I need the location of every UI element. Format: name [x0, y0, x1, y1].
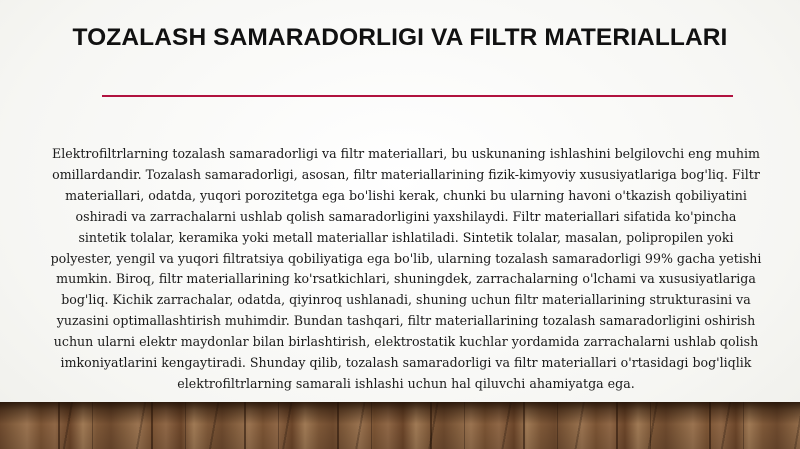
slide-body-text: Elektrofiltrlarning tozalash samaradorligi va filtr materiallari, bu uskunaning ishlashini belgilovchi eng muhim omillardandir. Tozalash samaradorligi, asosan, filtr materiallarining fizik-kimyoviy xususiyatlariga bog'liq. Filtr materiallari, odatda, yuqori porozitetga ega bo'lishi kerak, chunki bu ularning havoni o'tkazish qobiliyatini oshiradi va zarrachalarni ushlab qolish samaradorligini yaxshilaydi. Filtr materiallari sifatida ko'pincha sintetik tolalar, keramika yoki metall materiallar ishlatiladi. Sintetik tolalar, masalan, polipropilen yoki polyester, yengil va yuqori filtratsiya qobiliyatiga ega bo'lib, ularning tozalash samaradorligi 99% gacha yetishi mumkin. Biroq, filtr materiallarining ko'rsatkichlari, shuningdek, zarrachalarning o'lchami va xususiyatlariga bog'liq. Kichik zarrachalar, odatda, qiyinroq ushlanadi, shuning uchun filtr materiallarining strukturasini va yuzasini optimallashtirish muhimdir. Bundan tashqari, filtr materiallarining tozalash samaradorligini oshirish uchun ularni elektr maydonlar bilan birlashtirish, elektrostatik kuchlar yordamida zarrachalarni ushlab qolish imkoniyatlarini kengaytiradi. Shunday qilib, tozalash samaradorligi va filtr materiallari o'rtasidagi bog'liqlik elektrofiltrlarning samarali ishlashi uchun hal qiluvchi ahamiyatga ega. [50, 146, 762, 391]
floor-shadow [0, 402, 800, 449]
wood-floor-decoration [0, 402, 800, 449]
slide-title: TOZALASH SAMARADORLIGI VA FILTR MATERIALLARI [72, 24, 728, 51]
title-divider [102, 95, 733, 97]
